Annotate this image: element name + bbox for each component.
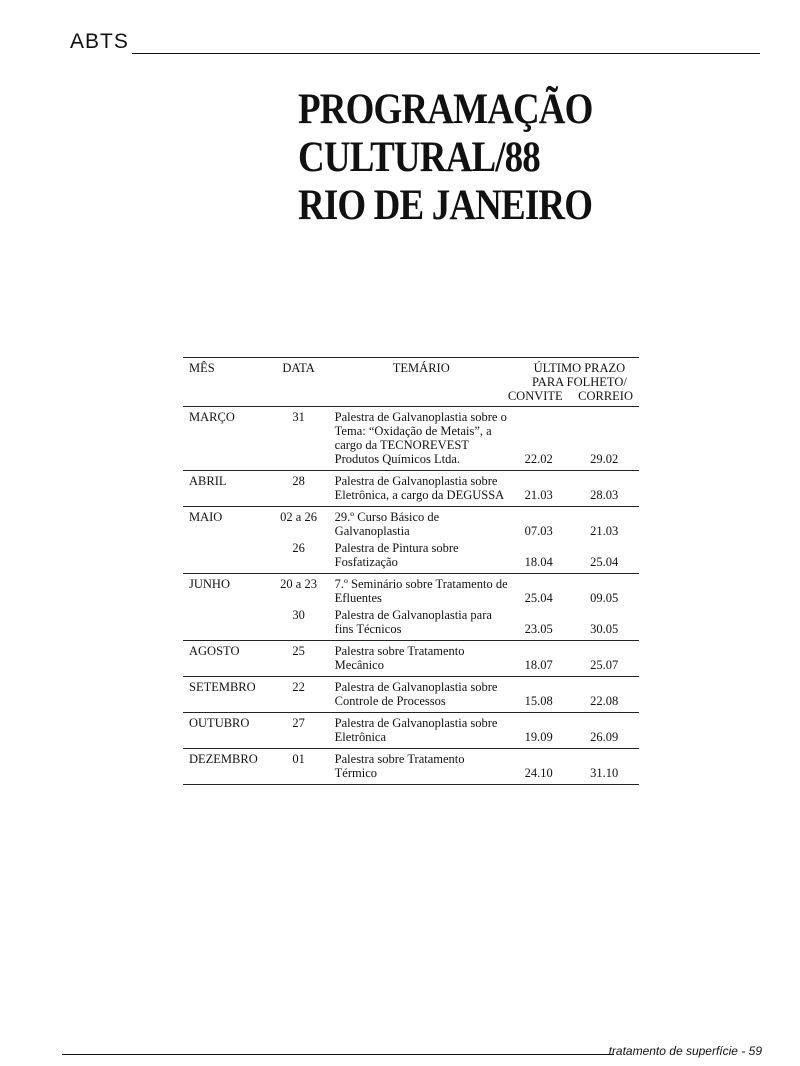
header-rule [132,53,760,54]
table-row-spacer [183,780,639,785]
cell-data: 26 [292,541,305,555]
cell-correio: 28.03 [590,488,619,502]
header-correio: CORREIO [578,389,633,403]
cell-data: 28 [292,474,305,488]
cell-correio: 30.05 [590,622,619,636]
table-row [183,713,639,745]
header-data: DATA [267,358,331,407]
header-convite: CONVITE [507,389,563,403]
cell-correio: 22.08 [590,694,619,708]
cell-correio: 29.02 [590,452,619,466]
table-row [183,641,639,673]
cell-tema: Palestra de Galvanoplastia para fins Técnicos [334,608,492,636]
header-prazo [508,358,639,407]
table-row [183,749,639,781]
schedule-table [183,357,639,785]
cell-tema: Palestra sobre Tratamento Térmico [334,752,465,780]
table-row [183,574,639,606]
cell-convite: 07.03 [524,524,553,538]
page-footer [62,1044,762,1060]
header-tematico: TEMÁRIO [331,358,508,407]
header-prazo-label: ÚLTIMO PRAZO PARA FOLHETO/ [532,361,627,389]
title-line: CULTURAL/88 [298,134,540,181]
title-line: RIO DE JANEIRO [298,182,593,229]
cell-mes [183,605,267,636]
cell-mes: MAIO [189,510,223,524]
table-row [183,605,639,636]
table-row [183,677,639,709]
cell-convite: 15.08 [524,694,553,708]
cell-convite: 25.04 [524,591,553,605]
cell-convite: 19.09 [524,730,553,744]
section-label: ABTS [70,30,129,53]
cell-tema: Palestra de Galvanoplastia sobre Controle de Processos [334,680,498,708]
header-mes: MÊS [183,358,267,407]
cell-data: 02 a 26 [280,510,317,524]
cell-mes: DEZEMBRO [189,752,258,766]
cell-tema: 7.º Seminário sobre Tratamento de Efluentes [334,577,508,605]
cell-correio: 31.10 [590,766,619,780]
table-row [183,538,639,569]
cell-mes: MARÇO [189,410,235,424]
cell-correio: 25.07 [590,658,619,672]
table-row [183,407,639,467]
cell-tema: Palestra de Pintura sobre Fosfatização [334,541,459,569]
cell-data: 27 [292,716,305,730]
cell-mes: JUNHO [189,577,230,591]
cell-tema: 29.º Curso Básico de Galvanoplastia [334,510,440,538]
table-row [183,471,639,503]
table-row [183,507,639,539]
cell-data: 30 [292,608,305,622]
cell-mes: AGOSTO [189,644,240,658]
table-header-row [183,358,639,407]
cell-mes: ABRIL [189,474,227,488]
cell-correio: 25.04 [590,555,619,569]
cell-convite: 18.07 [524,658,553,672]
footer-rule [62,1054,614,1055]
cell-correio: 26.09 [590,730,619,744]
cell-data: 01 [292,752,305,766]
cell-data: 25 [292,644,305,658]
cell-convite: 24.10 [524,766,553,780]
cell-tema: Palestra de Galvanoplastia sobre Eletrônica, a cargo da DEGUSSA [334,474,505,502]
cell-data: 31 [292,410,305,424]
cell-data: 22 [292,680,305,694]
title-line: PROGRAMAÇÃO [298,86,593,133]
cell-convite: 21.03 [524,488,553,502]
cell-mes: OUTUBRO [189,716,250,730]
cell-data: 20 a 23 [280,577,317,591]
page-title [298,86,593,230]
cell-tema: Palestra sobre Tratamento Mecânico [334,644,465,672]
cell-mes [183,538,267,569]
cell-mes: SETEMBRO [189,680,256,694]
cell-convite: 23.05 [524,622,553,636]
footer-text: tratamento de superfície - 59 [608,1044,762,1058]
cell-convite: 18.04 [524,555,553,569]
cell-tema: Palestra de Galvanoplastia sobre o Tema: “Oxidação de Metais”, a cargo da TECNOREVEST Produtos Químicos Ltda. [334,410,507,466]
cell-tema: Palestra de Galvanoplastia sobre Eletrônica [334,716,498,744]
cell-convite: 22.02 [524,452,553,466]
cell-correio: 21.03 [590,524,619,538]
cell-correio: 09.05 [590,591,619,605]
page-header [70,30,760,60]
